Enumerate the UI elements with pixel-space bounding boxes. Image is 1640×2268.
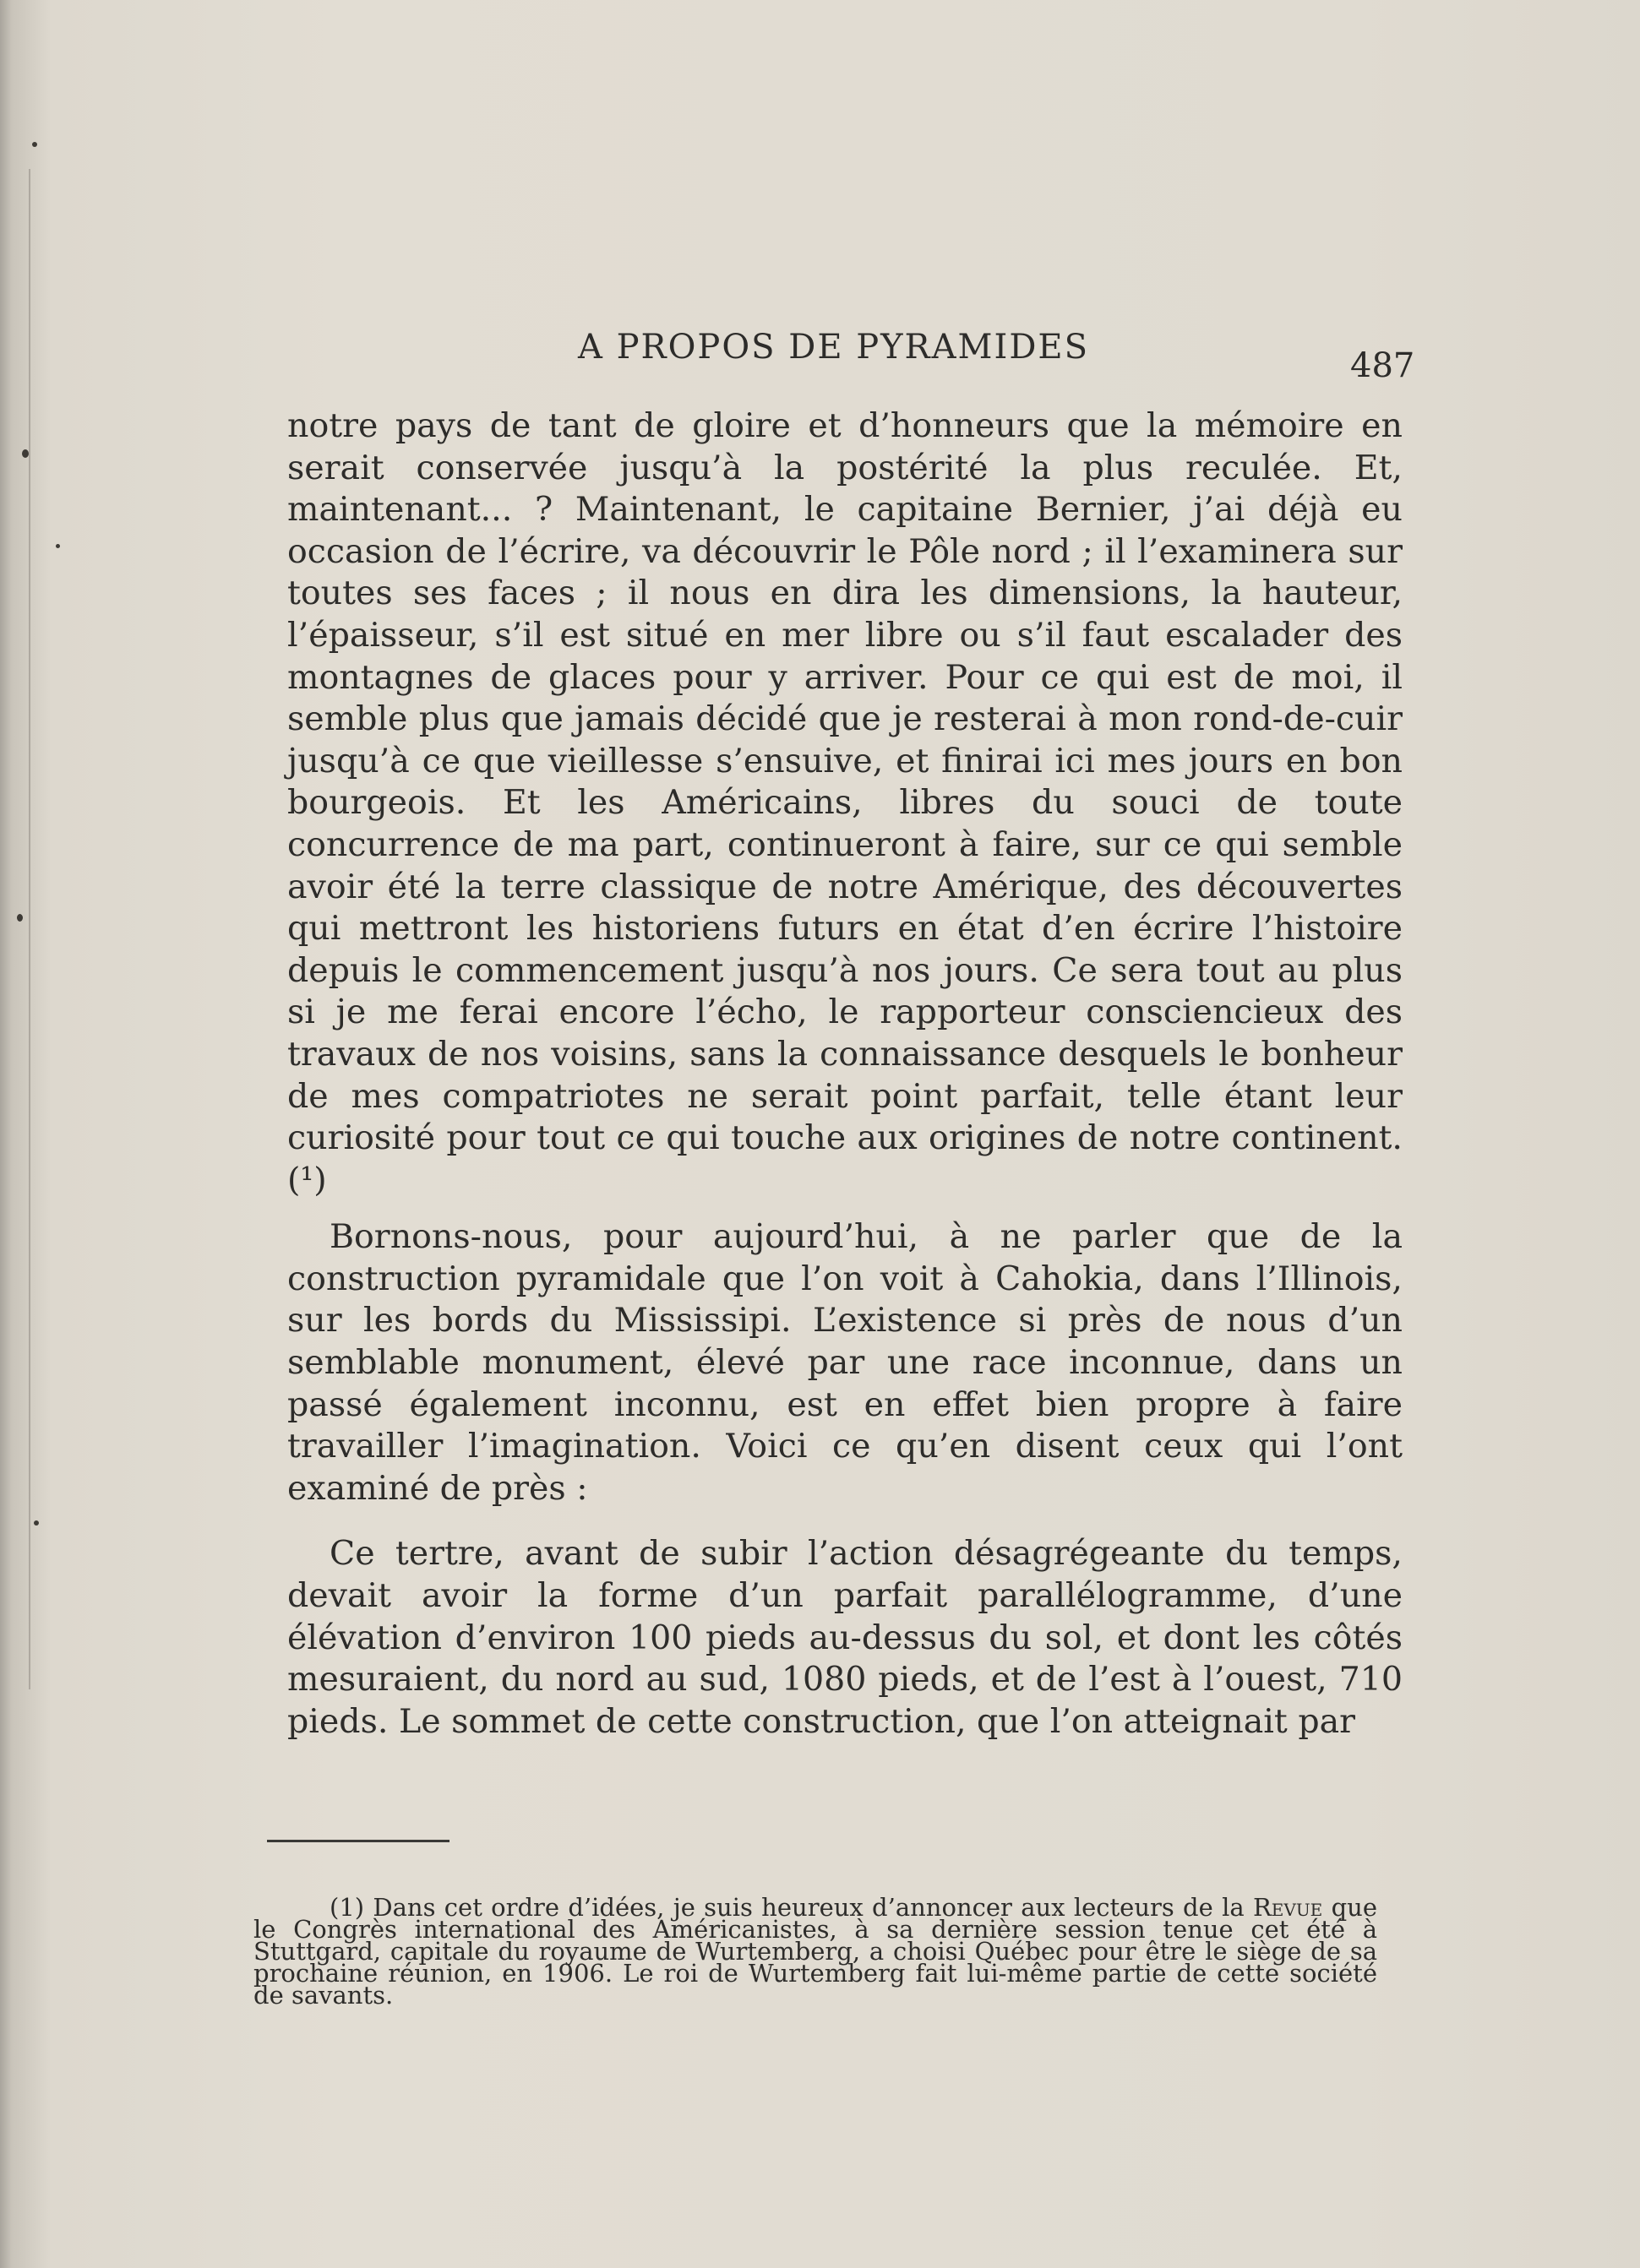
page-number: 487 <box>1350 346 1415 385</box>
margin-speck <box>22 449 29 458</box>
page-gutter-edge <box>29 169 30 1689</box>
margin-speck <box>17 914 23 922</box>
footnote-revue-title: Revue <box>1252 1893 1323 1922</box>
margin-speck <box>32 142 37 147</box>
running-title: A PROPOS DE PYRAMIDES <box>578 328 1089 367</box>
footnote <box>253 1893 1378 2010</box>
footnote-text-start: (1) Dans cet ordre d’idées, je suis heureux d’annoncer aux lecteurs de la <box>330 1893 1245 1922</box>
margin-speck <box>34 1520 39 1526</box>
quoted-paragraph: Ce tertre, avant de subir l’action désagrégeante du temps, devait avoir la forme d’un parfait parallélogramme, d’une élévation d’environ 100 pieds au-dessus du sol, et dont les côtés mesuraient, du nord au sud, 1080 pieds, et de l’est à l’ouest, 710 pieds. Le sommet de cette construction, que l’on atteignait par <box>287 1534 1403 1741</box>
paragraph: Bornons-nous, pour aujourd’hui, à ne parler que de la construction pyramidale que l’on voit à Cahokia, dans l’Illinois, sur les bords du Mississipi. L’existence si près de nous d’un semblable monument, élevé par une race inconnue, dans un passé également inconnu, est en effet bien propre à faire travailler l’imagination. Voici ce qu’en disent ceux qui l’ont examiné de près : <box>287 1217 1403 1508</box>
footnote-separator <box>267 1840 450 1842</box>
body-text <box>287 405 1403 1743</box>
footnote-text-end: que le Congrès international des Américanistes, à sa dernière session tenue cet été à Stuttgard, capitale du royaume de Wurtemberg, a choisi Québec pour être le siège de sa prochaine réunion, en 1906. Le roi de Wurtemberg fait lui-même partie de cette société de savants. <box>253 1893 1378 2010</box>
margin-speck <box>56 544 60 548</box>
paragraph: notre pays de tant de gloire et d’honneurs que la mémoire en serait conservée jusqu’à la postérité la plus reculée. Et, maintenant... ? Maintenant, le capitaine Bernier, j’ai déjà eu occasion de l’écrire, va découvrir le Pôle nord ; il l’examinera sur toutes ses faces ; il nous en dira les dimensions, la hauteur, l’épaisseur, s’il est situé en mer libre ou s’il faut escalader des montagnes de glaces pour y arriver. Pour ce qui est de moi, il semble plus que jamais décidé que je resterai à mon rond-de-cuir jusqu’à ce que vieillesse s’ensuive, et finirai ici mes jours en bon bourgeois. Et les Américains, libres du souci de toute concurrence de ma part, continueront à faire, sur ce qui semble avoir été la terre classique de notre Amérique, des découvertes qui mettront les historiens futurs en état d’en écrire l’histoire depuis le commencement jusqu’à nos jours. Ce sera tout au plus si je me ferai encore l’écho, le rapporteur consciencieux des travaux de nos voisins, sans la connaissance desquels le bonheur de mes compatriotes ne serait point parfait, telle étant leur curiosité pour tout ce qui touche aux origines de notre continent. (¹) <box>287 406 1403 1199</box>
